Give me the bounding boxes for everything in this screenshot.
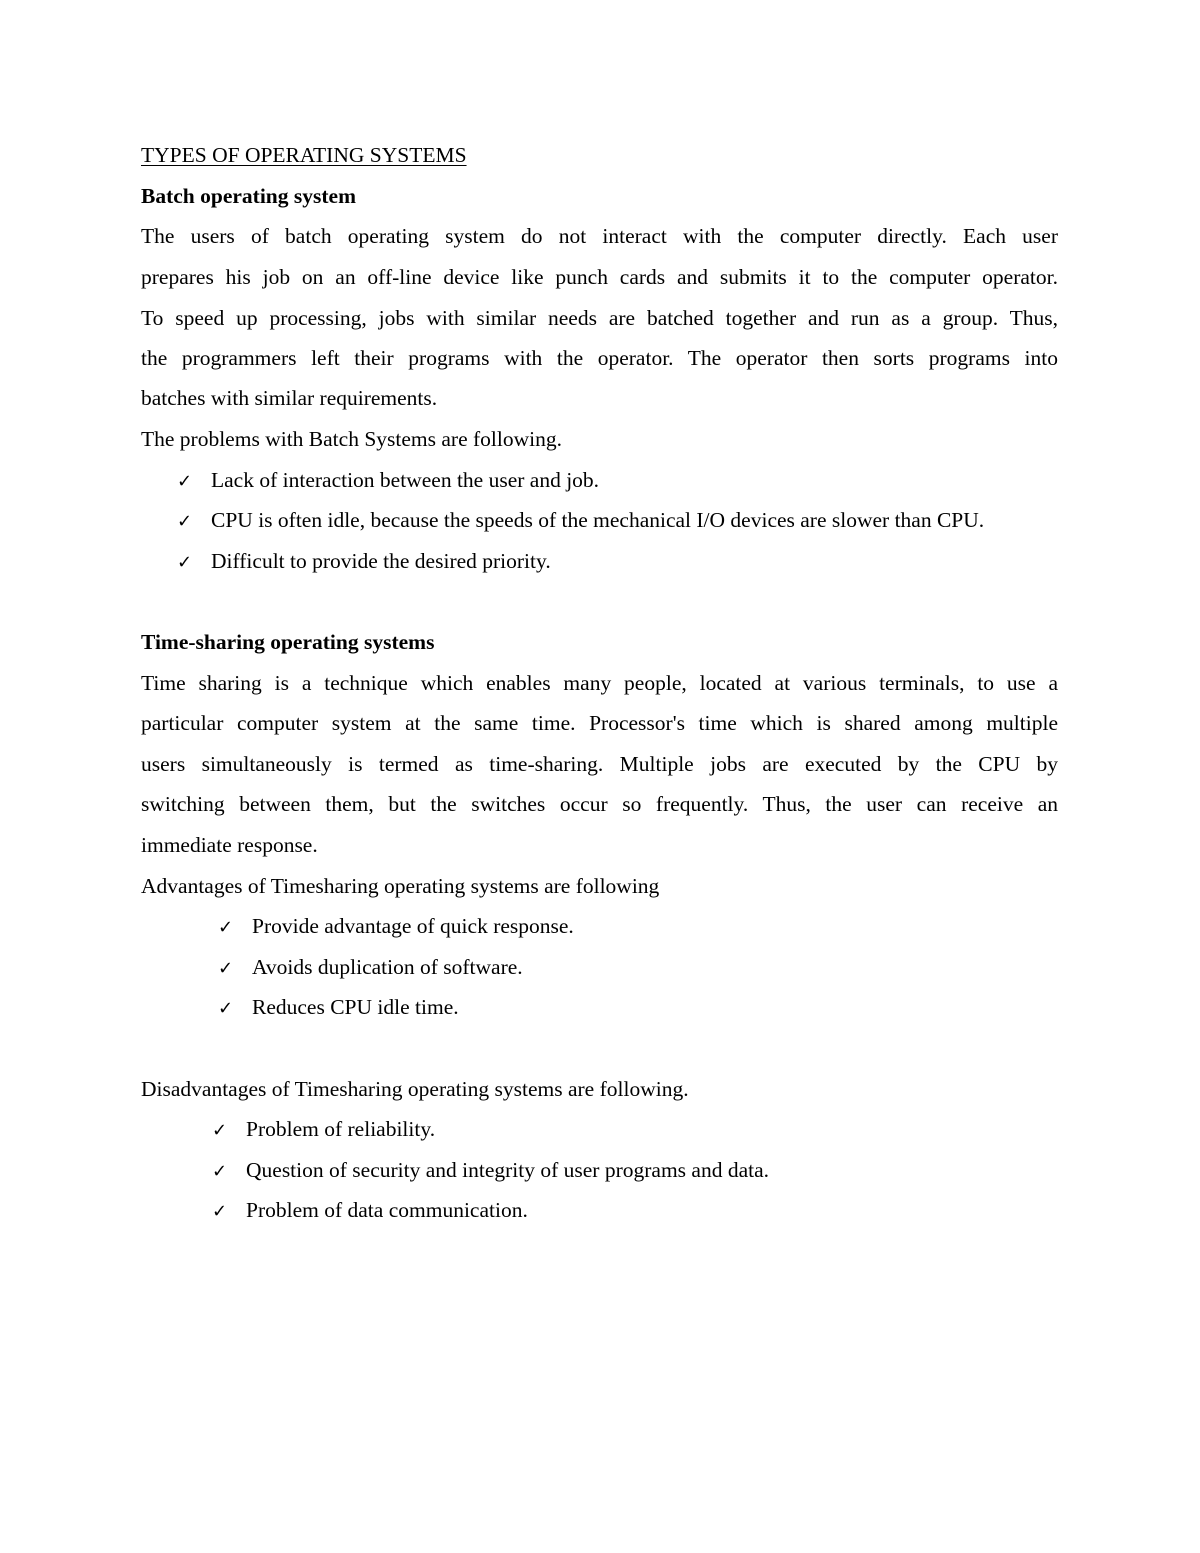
- checkmark-icon: ✓: [218, 917, 234, 938]
- timesharing-heading: Time-sharing operating systems: [141, 630, 435, 654]
- batch-paragraph-line: To speed up processing, jobs with similar needs are batched together and run as a group. Thus,: [141, 306, 1058, 330]
- list-item-label: Lack of interaction between the user and job.: [211, 468, 600, 492]
- list-item-label: Provide advantage of quick response.: [252, 914, 574, 938]
- list-item-label: Problem of reliability.: [246, 1117, 436, 1141]
- timesharing-paragraph-line: particular computer system at the same time. Processor's time which is shared among multiple: [141, 711, 1058, 735]
- checkmark-icon: ✓: [212, 1201, 228, 1222]
- timesharing-paragraph-line: users simultaneously is termed as time-sharing. Multiple jobs are executed by the CPU by: [141, 752, 1058, 776]
- batch-heading: Batch operating system: [141, 184, 356, 208]
- list-item-label: Problem of data communication.: [246, 1198, 528, 1222]
- timesharing-paragraph-line: switching between them, but the switches occur so frequently. Thus, the user can receive an: [141, 792, 1058, 816]
- list-item: [177, 505, 984, 535]
- list-item: [218, 992, 459, 1022]
- list-item: [212, 1114, 435, 1144]
- checkmark-icon: ✓: [177, 511, 193, 532]
- timesharing-paragraph-line: Time sharing is a technique which enables many people, located at various terminals, to use a: [141, 671, 1058, 695]
- timesharing-paragraph-line: immediate response.: [141, 833, 318, 857]
- page-title: TYPES OF OPERATING SYSTEMS: [141, 143, 467, 167]
- list-item-label: Difficult to provide the desired priority.: [211, 549, 551, 573]
- checkmark-icon: ✓: [218, 998, 234, 1019]
- list-item-label: Avoids duplication of software.: [252, 955, 523, 979]
- checkmark-icon: ✓: [177, 552, 193, 573]
- batch-paragraph-line: batches with similar requirements.: [141, 386, 438, 410]
- checkmark-icon: ✓: [218, 958, 234, 979]
- advantages-intro: Advantages of Timesharing operating systems are following: [141, 874, 660, 898]
- list-item: [177, 546, 551, 576]
- list-item: [177, 465, 599, 495]
- list-item-label: Reduces CPU idle time.: [252, 995, 459, 1019]
- list-item-label: Question of security and integrity of user programs and data.: [246, 1158, 770, 1182]
- batch-problems-intro: The problems with Batch Systems are following.: [141, 427, 562, 451]
- batch-paragraph-line: prepares his job on an off-line device like punch cards and submits it to the computer operator.: [141, 265, 1058, 289]
- checkmark-icon: ✓: [212, 1161, 228, 1182]
- list-item: [212, 1195, 528, 1225]
- list-item: [218, 911, 574, 941]
- checkmark-icon: ✓: [177, 471, 193, 492]
- checkmark-icon: ✓: [212, 1120, 228, 1141]
- list-item-label: CPU is often idle, because the speeds of the mechanical I/O devices are slower than CPU.: [211, 508, 985, 532]
- disadvantages-intro: Disadvantages of Timesharing operating systems are following.: [141, 1077, 689, 1101]
- batch-paragraph-line: the programmers left their programs with the operator. The operator then sorts programs into: [141, 346, 1058, 370]
- list-item: [218, 952, 523, 982]
- list-item: [212, 1155, 769, 1185]
- batch-paragraph-line: The users of batch operating system do not interact with the computer directly. Each user: [141, 224, 1058, 248]
